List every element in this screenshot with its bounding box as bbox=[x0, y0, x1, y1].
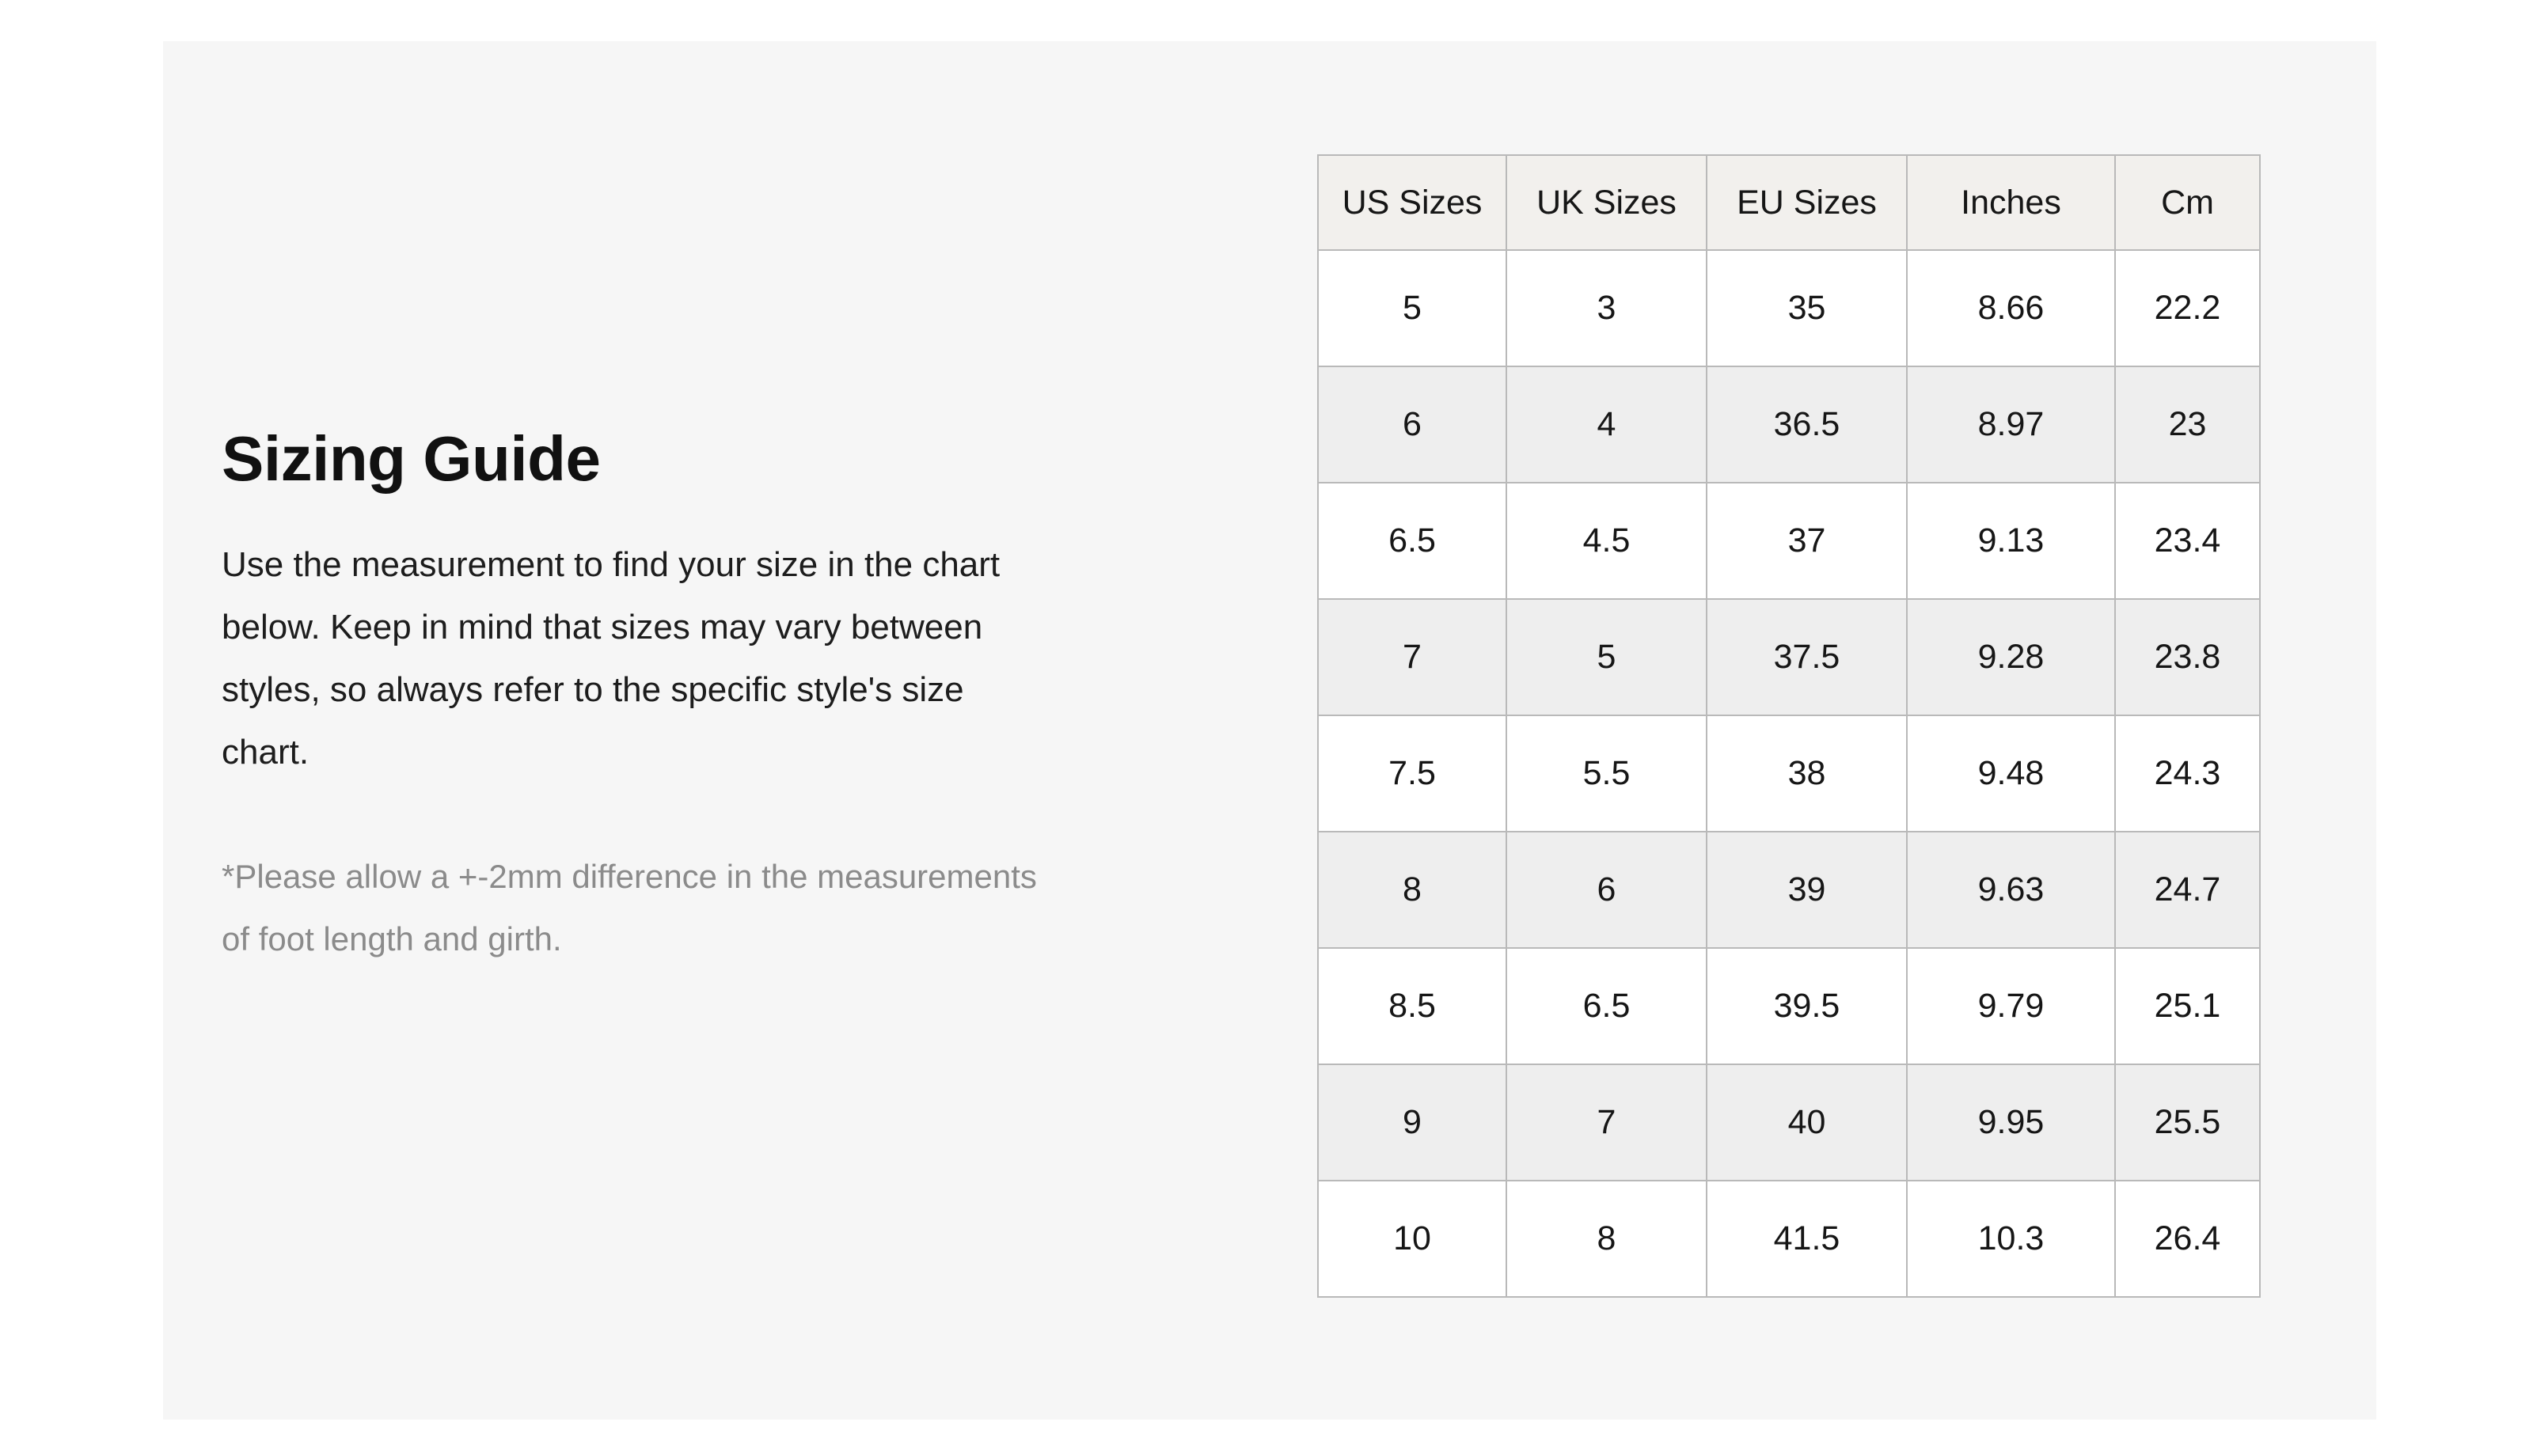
cell-eu-size: 40 bbox=[1707, 1064, 1907, 1181]
cell-inches: 9.48 bbox=[1907, 715, 2115, 832]
cell-inches: 9.95 bbox=[1907, 1064, 2115, 1181]
cell-cm: 26.4 bbox=[2115, 1181, 2260, 1297]
cell-inches: 8.66 bbox=[1907, 250, 2115, 366]
cell-cm: 25.1 bbox=[2115, 948, 2260, 1064]
cell-eu-size: 36.5 bbox=[1707, 366, 1907, 483]
table-row bbox=[1318, 1064, 2260, 1181]
cell-inches: 9.28 bbox=[1907, 599, 2115, 715]
cell-inches: 8.97 bbox=[1907, 366, 2115, 483]
cell-us-size: 7 bbox=[1318, 599, 1506, 715]
table-row bbox=[1318, 366, 2260, 483]
cell-uk-size: 8 bbox=[1506, 1181, 1707, 1297]
header-eu-sizes: EU Sizes bbox=[1707, 155, 1907, 250]
table-header-row bbox=[1318, 155, 2260, 250]
cell-uk-size: 4.5 bbox=[1506, 483, 1707, 599]
cell-uk-size: 6.5 bbox=[1506, 948, 1707, 1064]
cell-cm: 22.2 bbox=[2115, 250, 2260, 366]
cell-eu-size: 37.5 bbox=[1707, 599, 1907, 715]
table-row bbox=[1318, 599, 2260, 715]
cell-us-size: 8.5 bbox=[1318, 948, 1506, 1064]
cell-uk-size: 5.5 bbox=[1506, 715, 1707, 832]
cell-eu-size: 39.5 bbox=[1707, 948, 1907, 1064]
cell-eu-size: 39 bbox=[1707, 832, 1907, 948]
cell-us-size: 7.5 bbox=[1318, 715, 1506, 832]
cell-inches: 9.63 bbox=[1907, 832, 2115, 948]
cell-us-size: 8 bbox=[1318, 832, 1506, 948]
description-text: Use the measurement to find your size in the chart below. Keep in mind that sizes may vary between styles, so always refer to the specific style's size chart. bbox=[222, 545, 1001, 772]
cell-cm: 23 bbox=[2115, 366, 2260, 483]
cell-eu-size: 35 bbox=[1707, 250, 1907, 366]
cell-eu-size: 38 bbox=[1707, 715, 1907, 832]
table-row bbox=[1318, 250, 2260, 366]
cell-eu-size: 41.5 bbox=[1707, 1181, 1907, 1297]
cell-cm: 23.8 bbox=[2115, 599, 2260, 715]
cell-inches: 9.13 bbox=[1907, 483, 2115, 599]
size-chart-table bbox=[1317, 154, 2261, 1298]
page-title: Sizing Guide bbox=[222, 423, 601, 494]
cell-uk-size: 5 bbox=[1506, 599, 1707, 715]
header-uk-sizes: UK Sizes bbox=[1506, 155, 1707, 250]
cell-eu-size: 37 bbox=[1707, 483, 1907, 599]
cell-inches: 9.79 bbox=[1907, 948, 2115, 1064]
cell-uk-size: 3 bbox=[1506, 250, 1707, 366]
table-row bbox=[1318, 483, 2260, 599]
cell-uk-size: 6 bbox=[1506, 832, 1707, 948]
cell-cm: 23.4 bbox=[2115, 483, 2260, 599]
table-row bbox=[1318, 948, 2260, 1064]
cell-us-size: 10 bbox=[1318, 1181, 1506, 1297]
cell-cm: 24.7 bbox=[2115, 832, 2260, 948]
header-us-sizes: US Sizes bbox=[1318, 155, 1506, 250]
table-row bbox=[1318, 832, 2260, 948]
cell-us-size: 5 bbox=[1318, 250, 1506, 366]
header-inches: Inches bbox=[1907, 155, 2115, 250]
intro-section bbox=[222, 411, 1092, 970]
cell-cm: 24.3 bbox=[2115, 715, 2260, 832]
cell-us-size: 6 bbox=[1318, 366, 1506, 483]
cell-us-size: 6.5 bbox=[1318, 483, 1506, 599]
table-row bbox=[1318, 715, 2260, 832]
cell-us-size: 9 bbox=[1318, 1064, 1506, 1181]
cell-uk-size: 7 bbox=[1506, 1064, 1707, 1181]
header-cm: Cm bbox=[2115, 155, 2260, 250]
table-row bbox=[1318, 1181, 2260, 1297]
cell-cm: 25.5 bbox=[2115, 1064, 2260, 1181]
measurement-note: *Please allow a +-2mm difference in the measurements of foot length and girth. bbox=[222, 858, 1037, 957]
cell-inches: 10.3 bbox=[1907, 1181, 2115, 1297]
cell-uk-size: 4 bbox=[1506, 366, 1707, 483]
